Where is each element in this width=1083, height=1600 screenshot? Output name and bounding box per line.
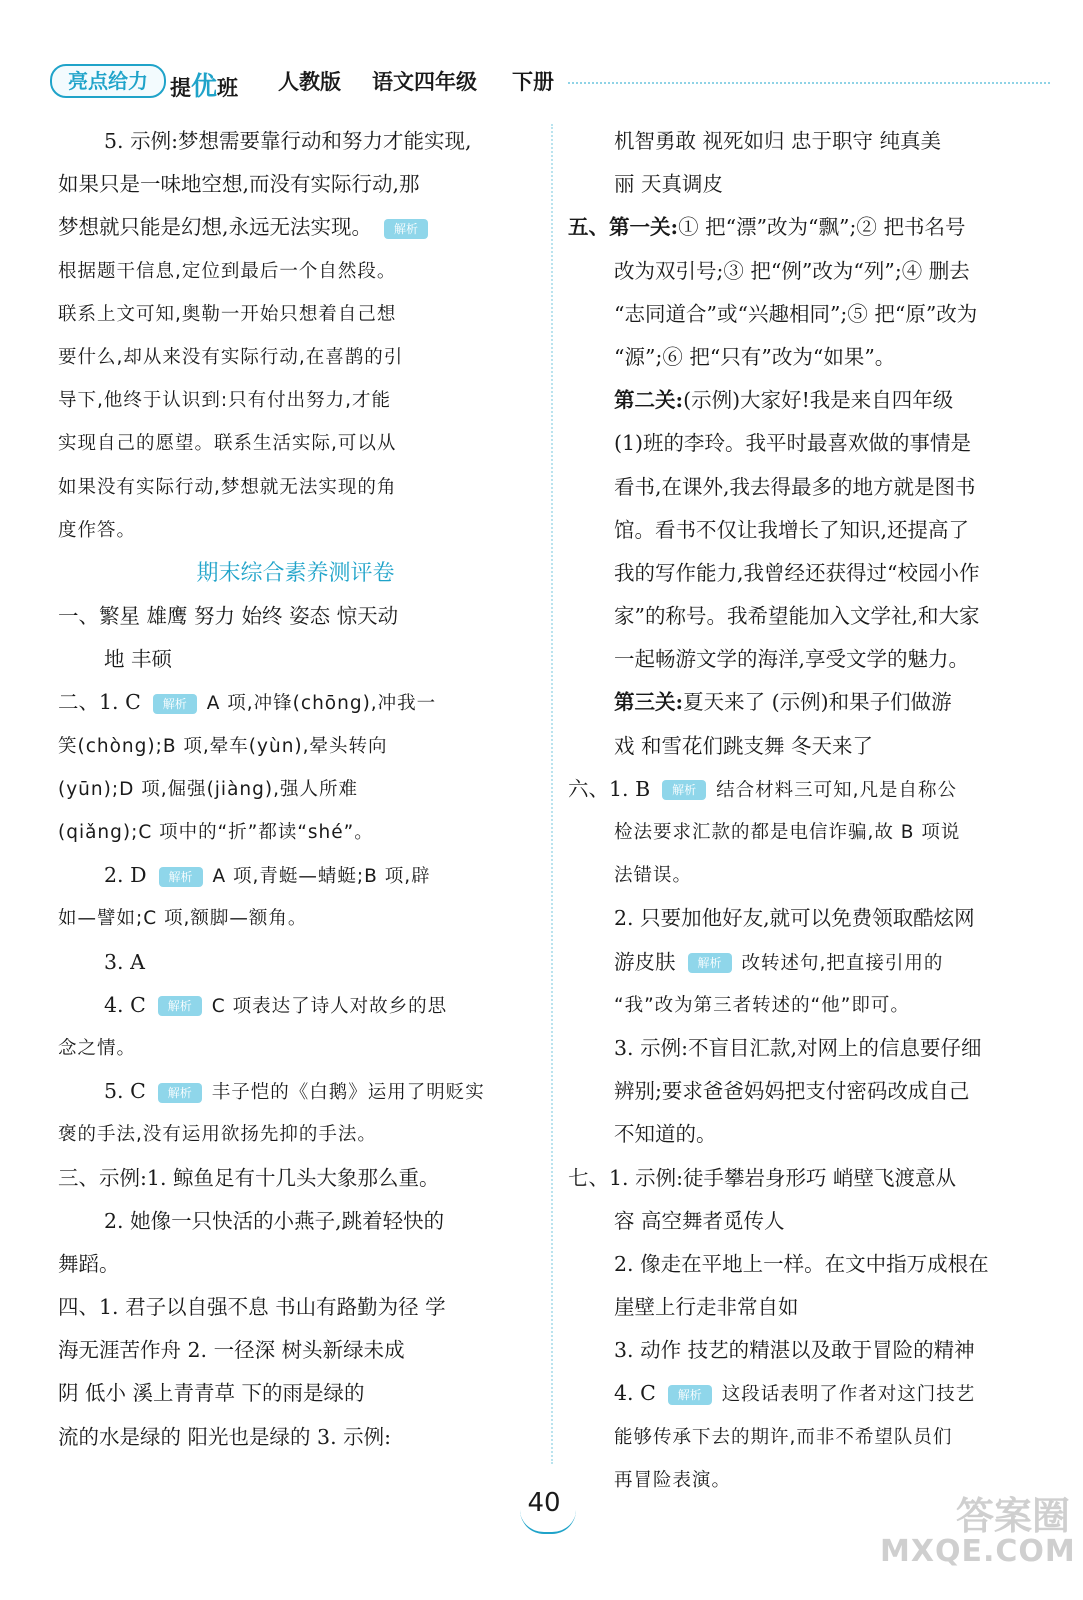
level-label: 第三关: bbox=[614, 690, 684, 715]
analysis-tag: 解析 bbox=[153, 694, 197, 714]
edition-label: 人教版 bbox=[278, 70, 341, 94]
analysis-tag: 解析 bbox=[159, 867, 203, 887]
answer-line: 我的写作能力,我曾经还获得过“校园小作 bbox=[614, 560, 980, 585]
explanation-line: 如—譬如;C 项,额脚—额角。 bbox=[58, 908, 308, 930]
answer-line: 3. A bbox=[104, 949, 145, 974]
analysis-tag: 解析 bbox=[158, 1083, 202, 1103]
explanation-line: 法错误。 bbox=[614, 865, 693, 887]
analysis-tag: 解析 bbox=[384, 219, 428, 239]
explanation-line: (yūn);D 项,倔强(jiàng),强人所难 bbox=[58, 778, 358, 800]
answer-text: 夏天来了 (示例)和果子们做游 bbox=[683, 690, 952, 715]
answer-line: 一、繁星 雄鹰 努力 始终 姿态 惊天动 bbox=[58, 604, 399, 629]
answer-line: 看书,在课外,我去得最多的地方就是图书 bbox=[614, 474, 976, 499]
answer-line: 机智勇敢 视死如归 忠于职守 纯真美 bbox=[614, 129, 942, 153]
explanation-line: 如果没有实际行动,梦想就无法实现的角 bbox=[58, 476, 397, 498]
answer-line: 3. 动作 技艺的精湛以及敢于冒险的精神 bbox=[614, 1338, 975, 1363]
level-label: 五、第一关: bbox=[568, 215, 679, 240]
answer-line: 一起畅游文学的海洋,享受文学的魅力。 bbox=[614, 647, 970, 672]
answer-line bbox=[568, 941, 1046, 984]
column-divider bbox=[551, 124, 553, 1464]
answer-line: 2. 只要加他好友,就可以免费领取酷炫网 bbox=[614, 906, 975, 931]
explanation-line: 再冒险表演。 bbox=[614, 1469, 732, 1491]
answer-line: 改为双引号;③ 把“例”改为“列”;④ 删去 bbox=[614, 258, 970, 283]
explanation-text: 这段话表明了作者对这门技艺 bbox=[721, 1384, 976, 1406]
answer-line bbox=[568, 206, 1046, 249]
answer-line bbox=[58, 1070, 533, 1113]
analysis-tag: 解析 bbox=[688, 953, 732, 973]
series-logo: 亮点给力 bbox=[50, 64, 166, 98]
answer-line bbox=[58, 681, 533, 724]
answer-line: 七、1. 示例:徒手攀岩身形巧 峭壁飞渡意从 bbox=[568, 1165, 956, 1190]
answer-line: 流的水是绿的 阳光也是绿的 3. 示例: bbox=[58, 1424, 392, 1449]
answer-line: 丽 天真调皮 bbox=[614, 172, 724, 197]
brand-pre: 提 bbox=[170, 76, 191, 100]
analysis-tag: 解析 bbox=[668, 1385, 712, 1405]
answer-line: 阴 低小 溪上青青草 下的雨是绿的 bbox=[58, 1381, 365, 1406]
answer-line: 如果只是一味地空想,而没有实际行动,那 bbox=[58, 172, 420, 197]
answer-text: 梦想就只能是幻想,永远无法实现。 bbox=[58, 215, 373, 240]
watermark-line2: MXQE.COM bbox=[880, 1534, 1076, 1569]
answer-line: “源”;⑥ 把“只有”改为“如果”。 bbox=[614, 344, 896, 369]
page-number-arc bbox=[520, 1510, 576, 1534]
answer-line: 3. 示例:不盲目汇款,对网上的信息要仔细 bbox=[614, 1035, 982, 1060]
answer-line: 家”的称号。我希望能加入文学社,和大家 bbox=[614, 604, 980, 629]
explanation-line: 度作答。 bbox=[58, 519, 137, 541]
answer-line bbox=[568, 681, 1046, 724]
answer-line: 四、1. 君子以自强不息 书山有路勤为径 学 bbox=[58, 1295, 446, 1320]
explanation-line: 导下,他终于认识到:只有付出努力,才能 bbox=[58, 390, 391, 412]
answer-line: 戏 和雪花们跳支舞 冬天来了 bbox=[614, 733, 874, 758]
explanation-text: 改转述句,把直接引用的 bbox=[741, 952, 944, 974]
answer-line: “志同道合”或“兴趣相同”;⑤ 把“原”改为 bbox=[614, 301, 978, 326]
volume-label: 下册 bbox=[512, 70, 554, 94]
answer-lead: 4. C bbox=[614, 1381, 656, 1406]
brand-mid: 优 bbox=[191, 72, 218, 102]
site-watermark bbox=[880, 1494, 1076, 1569]
answer-line bbox=[58, 984, 533, 1027]
explanation-line: 根据题干信息,定位到最后一个自然段。 bbox=[58, 260, 397, 282]
explanation-line: 笑(chòng);B 项,晕车(yùn),晕头转向 bbox=[58, 735, 388, 757]
explanation-line: 能够传承下去的期许,而非不希望队员们 bbox=[614, 1426, 953, 1448]
brand-post: 班 bbox=[217, 76, 239, 100]
answer-line bbox=[568, 379, 1046, 422]
explanation-text: A 项,冲锋(chōng),冲我一 bbox=[206, 693, 437, 715]
explanation-line: 实现自己的愿望。联系生活实际,可以从 bbox=[58, 433, 397, 455]
explanation-text: 结合材料三可知,凡是自称公 bbox=[716, 779, 958, 801]
explanation-text: C 项表达了诗人对故乡的思 bbox=[211, 995, 448, 1017]
answer-line: 2. 像走在平地上一样。在文中指万成根在 bbox=[614, 1251, 989, 1276]
explanation-line: 联系上文可知,奥勒一开始只想着自己想 bbox=[58, 303, 397, 325]
analysis-tag: 解析 bbox=[662, 780, 706, 800]
answer-line: 容 高空舞者觅传人 bbox=[614, 1208, 785, 1233]
answer-line bbox=[568, 768, 1046, 811]
answer-line: 不知道的。 bbox=[614, 1122, 717, 1147]
page-number: 40 bbox=[527, 1488, 561, 1518]
answer-text: ① 把“漂”改为“飘”;② 把书名号 bbox=[678, 215, 966, 240]
answer-line: 地 丰硕 bbox=[104, 647, 173, 672]
answer-line: 三、示例:1. 鲸鱼足有十几头大象那么重。 bbox=[58, 1165, 440, 1190]
watermark-line1: 答案圈 bbox=[955, 1494, 1070, 1538]
answer-lead: 六、1. B bbox=[568, 776, 651, 801]
explanation-text: 丰子恺的《白鹅》运用了明贬实 bbox=[211, 1082, 485, 1104]
explanation-line: 检法要求汇款的都是电信诈骗,故 B 项说 bbox=[614, 822, 961, 843]
right-column bbox=[568, 120, 1046, 1502]
answer-line: 海无涯苦作舟 2. 一径深 树头新绿未成 bbox=[58, 1338, 405, 1363]
explanation-line: 要什么,却从来没有实际行动,在喜鹊的引 bbox=[58, 346, 404, 368]
explanation-line: “我”改为第三者转述的“他”即可。 bbox=[614, 994, 910, 1016]
answer-line: 2. 她像一只快活的小燕子,跳着轻快的 bbox=[104, 1208, 445, 1233]
answer-lead: 2. D bbox=[104, 863, 147, 888]
explanation-text: A 项,青蜓—蜻蜓;B 项,辟 bbox=[212, 866, 431, 888]
answer-line bbox=[58, 206, 533, 249]
answer-line bbox=[58, 854, 533, 897]
level-label: 第二关: bbox=[614, 388, 684, 413]
brand-title bbox=[170, 66, 238, 103]
answer-line: 舞蹈。 bbox=[58, 1251, 120, 1276]
answer-line: 辨别;要求爸爸妈妈把支付密码改成自己 bbox=[614, 1079, 970, 1104]
answer-lead: 游皮肤 bbox=[614, 949, 676, 974]
explanation-line: 念之情。 bbox=[58, 1037, 137, 1059]
subject-label: 语文四年级 bbox=[372, 70, 477, 94]
answer-text: (示例)大家好!我是来自四年级 bbox=[683, 388, 954, 413]
answer-lead: 5. C bbox=[104, 1079, 146, 1104]
section-title: 期末综合素养测评卷 bbox=[196, 560, 395, 586]
explanation-line: (qiǎng);C 项中的“折”都读“shé”。 bbox=[58, 822, 374, 843]
answer-line: (1)班的李玲。我平时最喜欢做的事情是 bbox=[614, 431, 972, 456]
analysis-tag: 解析 bbox=[158, 996, 202, 1016]
left-column bbox=[58, 120, 533, 1459]
answer-line bbox=[568, 1372, 1046, 1415]
answer-lead: 二、1. C bbox=[58, 690, 141, 715]
answer-line: 崖壁上行走非常自如 bbox=[614, 1295, 799, 1320]
explanation-line: 褒的手法,没有运用欲扬先抑的手法。 bbox=[58, 1124, 377, 1146]
answer-lead: 4. C bbox=[104, 992, 146, 1017]
page-header bbox=[50, 62, 1050, 102]
header-rule bbox=[568, 82, 1050, 84]
answer-line: 馆。看书不仅让我增长了知识,还提高了 bbox=[614, 517, 970, 542]
answer-line: 5. 示例:梦想需要靠行动和努力才能实现, bbox=[104, 129, 472, 153]
